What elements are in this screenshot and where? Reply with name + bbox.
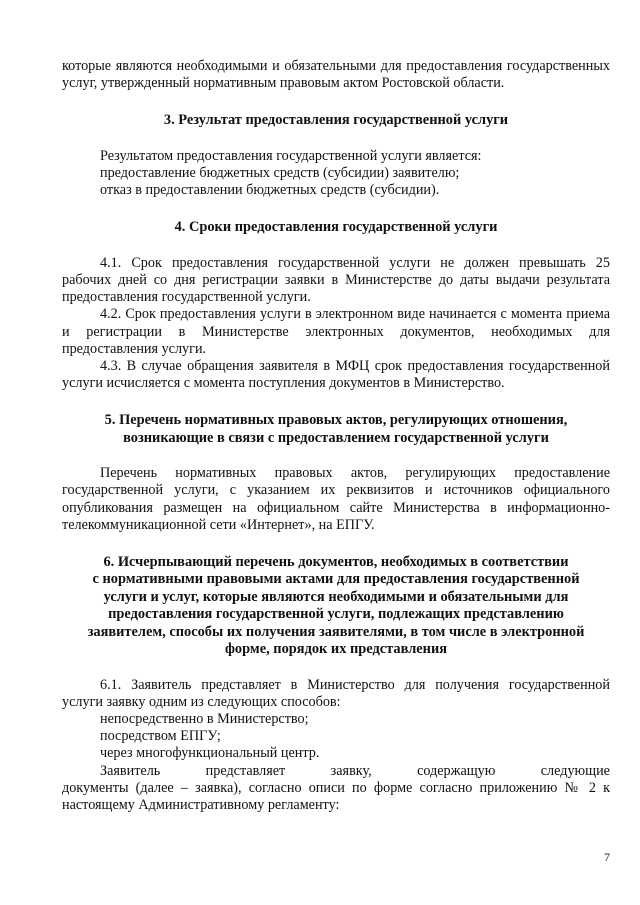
word: следующие bbox=[540, 762, 610, 779]
section-3-heading: 3. Результат предоставления государственной услуги bbox=[163, 112, 509, 129]
section-6-heading-line: предоставления государственной услуги, подлежащих представлению bbox=[108, 606, 564, 623]
section-6-heading-line: с нормативными правовыми актами для предоставления государственной bbox=[92, 571, 580, 588]
word: заявку, bbox=[330, 762, 372, 779]
word: представляет bbox=[205, 762, 286, 779]
intro-paragraph: которые являются необходимыми и обязательными для предоставления государственных услуг, утвержденный нормативным правовым актом Ростовской области. bbox=[62, 58, 610, 92]
section-4-paragraph: 4.1. Срок предоставления государственной услуги не должен превышать 25 рабочих дней со дня регистрации заявки в Министерстве до даты выдачи результата предоставления государственной услуги. bbox=[62, 254, 610, 306]
section-4-heading: 4. Сроки предоставления государственной услуги bbox=[174, 219, 498, 236]
section-6-1-paragraph: 6.1. Заявитель представляет в Министерство для получения государственной услуги заявку одним из следующих способов: bbox=[62, 676, 610, 710]
submission-method: через многофункциональный центр. bbox=[100, 745, 320, 762]
section-5-heading-line: 5. Перечень нормативных правовых актов, регулирующих отношения, bbox=[104, 412, 568, 429]
section-4-paragraph: 4.2. Срок предоставления услуги в электронном виде начинается с момента приема и регистрации в Министерстве электронных документов, необходимых для предоставления услуги. bbox=[62, 306, 610, 357]
section-3-line: отказ в предоставлении бюджетных средств (субсидии). bbox=[100, 182, 440, 199]
application-contents-first-line bbox=[62, 763, 610, 780]
submission-method: посредством ЕПГУ; bbox=[100, 728, 221, 745]
section-6-heading-line: форме, порядок их представления bbox=[224, 641, 448, 658]
section-6-heading-line: услуги и услуг, которые являются необходимыми и обязательными для bbox=[103, 588, 569, 605]
application-contents-continuation: документы (далее – заявка), согласно описи по форме согласно приложению № 2 к настоящему Административному регламенту: bbox=[62, 779, 610, 813]
section-3-line: предоставление бюджетных средств (субсидии) заявителю; bbox=[100, 165, 460, 182]
page-number: 7 bbox=[604, 850, 610, 864]
word: Заявитель bbox=[100, 762, 161, 779]
section-3-line: Результатом предоставления государственной услуги является: bbox=[100, 147, 482, 164]
section-5-paragraph: Перечень нормативных правовых актов, регулирующих предоставление государственной услуги, с указанием их реквизитов и источников официального опубликования размещен на официальном сайте Министерства в информационно-телекоммуникационной сети «Интернет», на ЕПГУ. bbox=[62, 465, 610, 533]
submission-method: непосредственно в Министерство; bbox=[100, 710, 309, 727]
section-6-heading-line: заявителем, способы их получения заявителями, в том числе в электронной bbox=[87, 623, 585, 640]
document-page bbox=[62, 58, 610, 814]
section-4-paragraph: 4.3. В случае обращения заявителя в МФЦ срок предоставления государственной услуги исчисляется с момента поступления документов в Министерство. bbox=[62, 358, 610, 392]
word: содержащую bbox=[417, 762, 496, 779]
section-6-heading-line: 6. Исчерпывающий перечень документов, необходимых в соответствии bbox=[103, 554, 569, 571]
section-5-heading-line: возникающие в связи с предоставлением государственной услуги bbox=[123, 429, 549, 446]
